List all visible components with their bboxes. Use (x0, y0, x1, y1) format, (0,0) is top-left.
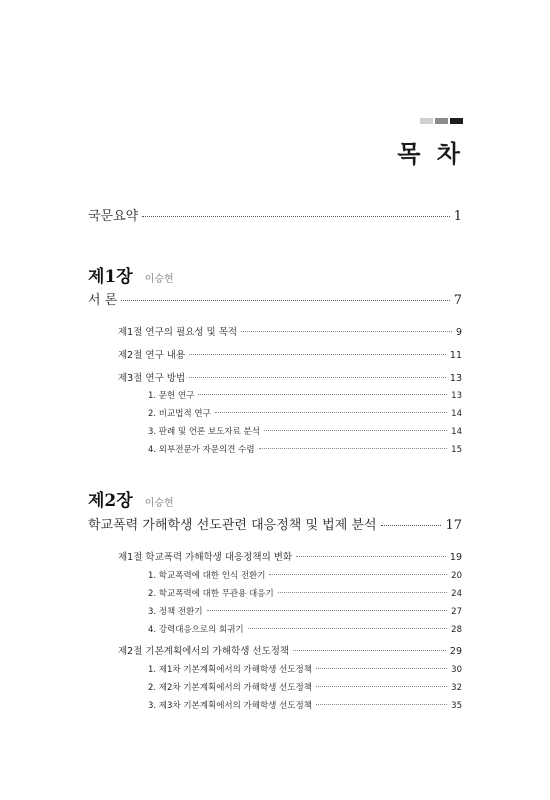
toc-entry-chapter-2[interactable] (88, 514, 462, 533)
toc-entry-section[interactable] (118, 370, 462, 384)
toc-entry-subsection[interactable] (148, 389, 462, 401)
entry-page: 30 (451, 665, 462, 675)
dot-leader (215, 412, 447, 413)
dot-leader (316, 668, 447, 669)
dot-leader (142, 216, 449, 217)
dot-leader (121, 300, 449, 301)
entry-label: 2. 제2차 기본계획에서의 가해학생 선도정책 (148, 683, 312, 693)
entry-page: 14 (451, 427, 462, 437)
toc-entry-subsection[interactable] (148, 623, 462, 635)
decor-bar-dark (450, 118, 463, 124)
dot-leader (296, 556, 446, 557)
dot-leader (241, 331, 452, 332)
toc-entry-subsection[interactable] (148, 605, 462, 617)
dot-leader (316, 704, 447, 705)
toc-entry-subsection[interactable] (148, 663, 462, 675)
dot-leader (259, 448, 448, 449)
dot-leader (381, 525, 442, 526)
dot-leader (189, 377, 446, 378)
entry-label: 학교폭력 가해학생 선도관련 대응정책 및 법제 분석 (88, 518, 377, 533)
entry-label: 국문요약 (88, 209, 139, 224)
entry-page: 29 (449, 646, 462, 657)
entry-page: 28 (451, 625, 462, 635)
entry-page: 24 (451, 589, 462, 599)
toc-entry-subsection[interactable] (148, 699, 462, 711)
entry-page: 13 (451, 391, 462, 401)
title-decoration (420, 118, 463, 124)
chapter-number: 제1장 (88, 267, 133, 287)
toc-entry-summary[interactable] (88, 205, 462, 224)
entry-label: 4. 강력대응으로의 회귀기 (148, 625, 244, 635)
dot-leader (293, 650, 446, 651)
decor-bar-medium (435, 118, 448, 124)
entry-label: 4. 외부전문가 자문의견 수렴 (148, 445, 255, 455)
entry-label: 3. 제3차 기본계획에서의 가해학생 선도정책 (148, 701, 312, 711)
entry-label: 1. 학교폭력에 대한 인식 전환기 (148, 571, 266, 581)
dot-leader (198, 394, 447, 395)
entry-label: 1. 문헌 연구 (148, 391, 195, 401)
toc-title: 목 차 (397, 140, 464, 168)
entry-page: 20 (451, 571, 462, 581)
chapter-number: 제2장 (88, 491, 133, 511)
entry-page: 27 (451, 607, 462, 617)
entry-page: 17 (445, 518, 462, 533)
dot-leader (189, 354, 446, 355)
entry-page: 13 (449, 373, 462, 384)
entry-label: 3. 정책 전환기 (148, 607, 203, 617)
entry-label: 2. 비교법적 연구 (148, 409, 211, 419)
entry-page: 11 (449, 350, 462, 361)
entry-page: 32 (451, 683, 462, 693)
dot-leader (278, 592, 448, 593)
entry-label: 3. 판례 및 언론 보도자료 분석 (148, 427, 260, 437)
toc-entry-section[interactable] (118, 549, 462, 563)
entry-page: 7 (453, 293, 462, 308)
toc-entry-subsection[interactable] (148, 443, 462, 455)
dot-leader (269, 574, 447, 575)
entry-label: 제1절 연구의 필요성 및 목적 (118, 327, 238, 338)
entry-label: 제2절 기본계획에서의 가해학생 선도정책 (118, 646, 290, 657)
chapter-heading-2 (88, 486, 174, 511)
entry-label: 제1절 학교폭력 가해학생 대응정책의 변화 (118, 552, 293, 563)
entry-page: 19 (449, 552, 462, 563)
entry-page: 15 (451, 445, 462, 455)
entry-page: 1 (453, 209, 462, 224)
toc-entry-subsection[interactable] (148, 569, 462, 581)
entry-page: 14 (451, 409, 462, 419)
entry-label: 제2절 연구 내용 (118, 350, 186, 361)
toc-entry-subsection[interactable] (148, 425, 462, 437)
entry-label: 1. 제1차 기본계획에서의 가해학생 선도정책 (148, 665, 312, 675)
dot-leader (207, 610, 448, 611)
entry-label: 서 론 (88, 293, 118, 308)
entry-label: 2. 학교폭력에 대한 무관용 대응기 (148, 589, 274, 599)
toc-entry-subsection[interactable] (148, 407, 462, 419)
chapter-heading-1 (88, 262, 174, 287)
dot-leader (248, 628, 448, 629)
toc-entry-section[interactable] (118, 324, 462, 338)
toc-entry-subsection[interactable] (148, 681, 462, 693)
dot-leader (316, 686, 447, 687)
chapter-author: 이승현 (144, 498, 174, 509)
toc-entry-section[interactable] (118, 347, 462, 361)
toc-entry-chapter-1[interactable] (88, 289, 462, 308)
toc-entry-section[interactable] (118, 643, 462, 657)
entry-label: 제3절 연구 방법 (118, 373, 186, 384)
decor-bar-light (420, 118, 433, 124)
chapter-author: 이승현 (144, 274, 174, 285)
toc-entry-subsection[interactable] (148, 587, 462, 599)
dot-leader (264, 430, 447, 431)
entry-page: 35 (451, 701, 462, 711)
entry-page: 9 (455, 327, 462, 338)
